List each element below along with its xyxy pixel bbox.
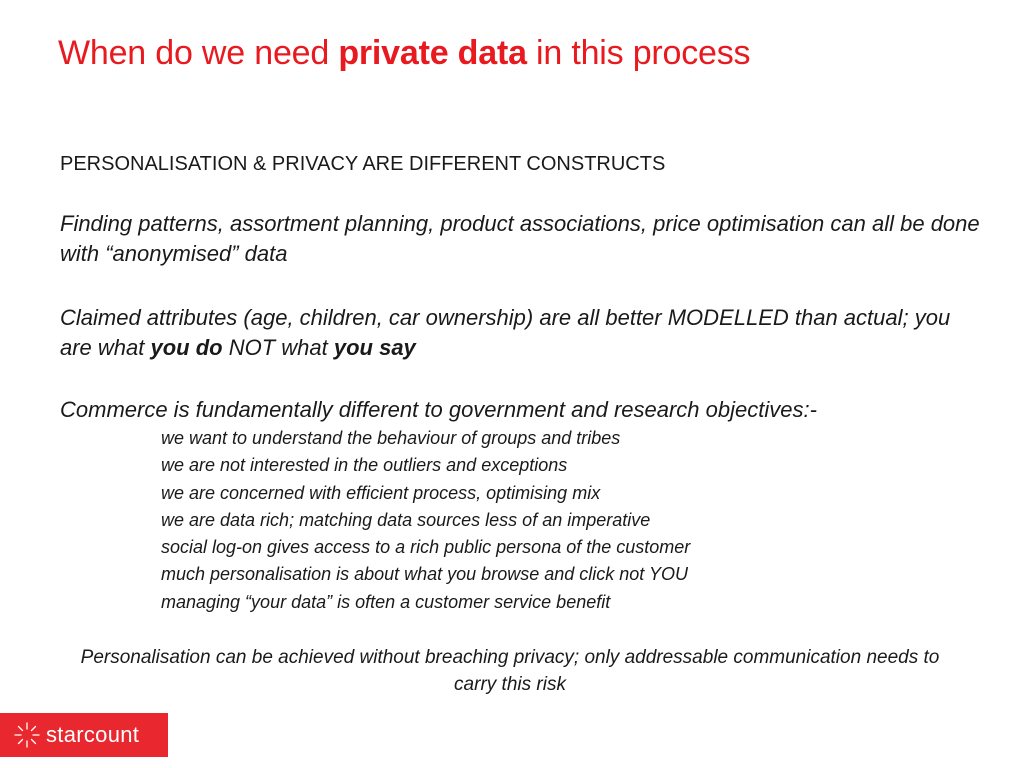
title-emphasis: private data bbox=[338, 34, 527, 72]
emphasis-you-say: you say bbox=[333, 335, 416, 360]
list-item: much personalisation is about what you browse and click not YOU bbox=[161, 564, 688, 585]
paragraph-claimed-attributes bbox=[60, 303, 980, 363]
starcount-logo bbox=[0, 713, 168, 757]
list-item: we are not interested in the outliers and exceptions bbox=[161, 455, 568, 476]
subheading: PERSONALISATION & PRIVACY ARE DIFFERENT CONSTRUCTS bbox=[60, 153, 666, 175]
conclusion: Personalisation can be achieved without breaching privacy; only addressable communication needs to carry this risk bbox=[80, 647, 940, 695]
list-item: managing “your data” is often a customer service benefit bbox=[161, 591, 611, 612]
paragraph-text: Claimed attributes (age, children, car ownership) are all better MODELLED than actual; you are what bbox=[60, 305, 951, 360]
list-item: social log-on gives access to a rich public persona of the customer bbox=[161, 537, 691, 558]
title-prefix: When do we need bbox=[58, 34, 339, 72]
star-icon bbox=[13, 721, 41, 749]
logo-wordmark: starcount bbox=[46, 722, 140, 747]
title-suffix: in this process bbox=[526, 34, 751, 72]
list-item: we are concerned with efficient process, optimising mix bbox=[161, 482, 601, 503]
list-item: we are data rich; matching data sources less of an imperative bbox=[161, 509, 651, 530]
slide-title bbox=[58, 34, 750, 73]
list-item: we want to understand the behaviour of groups and tribes bbox=[161, 428, 621, 448]
emphasis-you-do: you do bbox=[150, 335, 223, 360]
paragraph-anonymised-data: Finding patterns, assortment planning, product associations, price optimisation can all be done with “anonymised” data bbox=[60, 211, 980, 266]
objectives-list bbox=[161, 425, 690, 616]
paragraph-commerce: Commerce is fundamentally different to government and research objectives:- bbox=[60, 397, 817, 422]
paragraph-text: NOT what bbox=[222, 335, 334, 360]
